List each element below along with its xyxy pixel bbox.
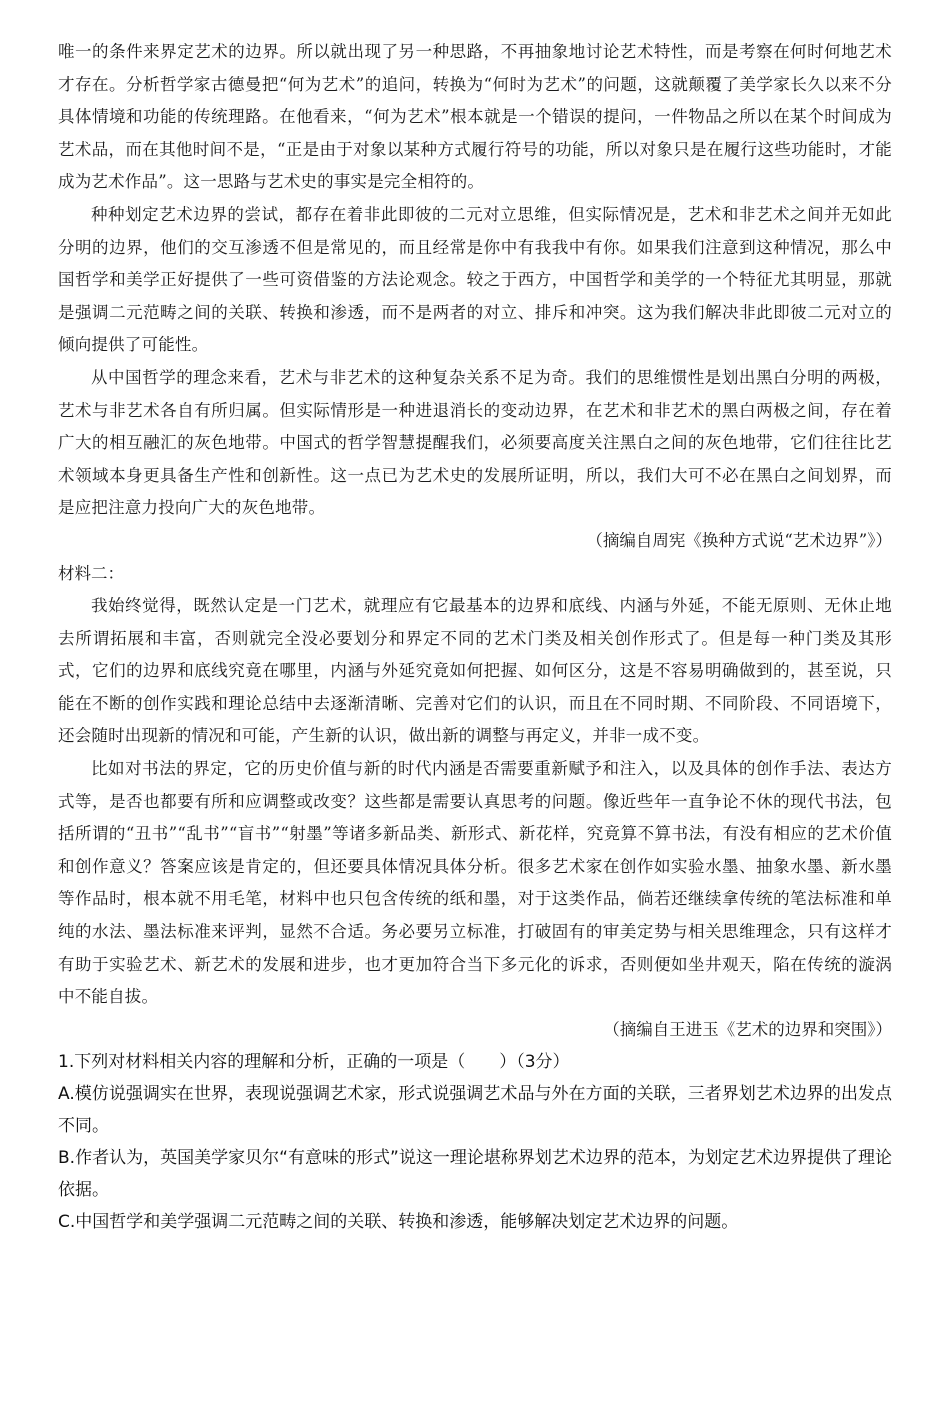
question-stem: 1.下列对材料相关内容的理解和分析，正确的一项是（ ）（3分）	[58, 1052, 570, 1073]
material-one-section	[58, 36, 892, 558]
option-b: B.作者认为，英国美学家贝尔“有意味的形式”说这一理论堪称界划艺术边界的范本，为划定艺术边界提供了理论依据。	[58, 1148, 892, 1201]
material-one-paragraph-3: 从中国哲学的理念来看，艺术与非艺术的这种复杂关系不足为奇。我们的思维惯性是划出黑白分明的两极，艺术与非艺术各自有所归属。但实际情形是一种进退消长的变动边界，在艺术和非艺术的黑白两极之间，存在着广大的相互融汇的灰色地带。中国式的哲学智慧提醒我们，必须要高度关注黑白之间的灰色地带，它们往往比艺术领域本身更具备生产性和创新性。这一点已为艺术史的发展所证明，所以，我们大可不必在黑白之间划界，而是应把注意力投向广大的灰色地带。	[58, 367, 892, 518]
option-c: C.中国哲学和美学强调二元范畴之间的关联、转换和渗透，能够解决划定艺术边界的问题。	[58, 1212, 739, 1233]
option-a: A.模仿说强调实在世界，表现说强调艺术家，形式说强调艺术品与外在方面的关联，三者界划艺术边界的出发点不同。	[58, 1084, 892, 1137]
material-two-paragraph-2: 比如对书法的界定，它的历史价值与新的时代内涵是否需要重新赋予和注入，以及具体的创作手法、表达方式等，是否也都要有所和应调整或改变？这些都是需要认真思考的问题。像近些年一直争论不休的现代书法，包括所谓的“丑书”“乱书”“盲书”“射墨”等诸多新品类、新形式、新花样，究竟算不算书法，有没有相应的艺术价值和创作意义？答案应该是肯定的，但还要具体情况具体分析。很多艺术家在创作如实验水墨、抽象水墨、新水墨等作品时，根本就不用毛笔，材料中也只包含传统的纸和墨，对于这类作品，倘若还继续拿传统的笔法标准和单纯的水法、墨法标准来评判，显然不合适。务必要另立标准，打破固有的审美定势与相关思维理念，只有这样才有助于实验艺术、新艺术的发展和进步，也才更加符合当下多元化的诉求，否则便如坐井观天，陷在传统的漩涡中不能自拔。	[58, 759, 892, 1007]
material-two-label: 材料二：	[58, 563, 124, 583]
material-one-source: （摘编自周宪《换种方式说“艺术边界”》）	[586, 530, 892, 550]
material-two-source: （摘编自王进玉《艺术的边界和突围》）	[603, 1019, 892, 1039]
material-two-section	[58, 558, 892, 1047]
material-two-paragraph-1: 我始终觉得，既然认定是一门艺术，就理应有它最基本的边界和底线、内涵与外延，不能无原则、无休止地去所谓拓展和丰富，否则就完全没必要划分和界定不同的艺术门类及相关创作形式了。但是每一种门类及其形式，它们的边界和底线究竟在哪里，内涵与外延究竟如何把握、如何区分，这是不容易明确做到的，甚至说，只能在不断的创作实践和理论总结中去逐渐清晰、完善对它们的认识，而且在不同时期、不同阶段、不同语境下，还会随时出现新的情况和可能，产生新的认识，做出新的调整与再定义，并非一成不变。	[58, 596, 892, 746]
material-one-paragraph-2: 种种划定艺术边界的尝试，都存在着非此即彼的二元对立思维，但实际情况是，艺术和非艺术之间并无如此分明的边界，他们的交互渗透不但是常见的，而且经常是你中有我我中有你。如果我们注意到这种情况，那么中国哲学和美学正好提供了一些可资借鉴的方法论观念。较之于西方，中国哲学和美学的一个特征尤其明显，那就是强调二元范畴之间的关联、转换和渗透，而不是两者的对立、排斥和冲突。这为我们解决非此即彼二元对立的倾向提供了可能性。	[58, 204, 892, 355]
exam-page	[58, 36, 892, 1238]
material-one-paragraph-1: 唯一的条件来界定艺术的边界。所以就出现了另一种思路，不再抽象地讨论艺术特性，而是考察在何时何地艺术才存在。分析哲学家古德曼把“何为艺术”的追问，转换为“何时为艺术”的问题，这就颠覆了美学家长久以来不分具体情境和功能的传统理路。在他看来，“何为艺术”根本就是一个错误的提问，一件物品之所以在某个时间成为艺术品，而在其他时间不是，“正是由于对象以某种方式履行符号的功能，所以对象只是在履行这些功能时，才能成为艺术作品”。这一思路与艺术史的事实是完全相符的。	[58, 42, 892, 192]
question-1	[58, 1046, 892, 1238]
